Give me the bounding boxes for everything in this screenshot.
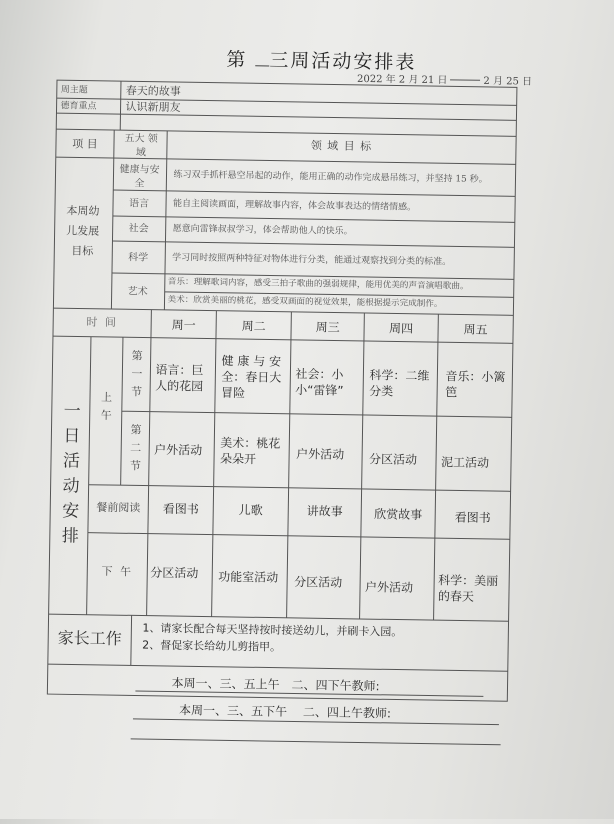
period1-mon: 语言：巨人的花园: [155, 362, 204, 394]
day-thu: 周四: [389, 321, 414, 336]
goal-domain-social: 社会: [128, 223, 149, 235]
period1-fri: 音乐：小篱笆: [445, 369, 506, 400]
goal-text-social: 愿意向雷锋叔叔学习，体会帮助他人的快乐。: [172, 223, 353, 237]
period2-mon: 户外活动: [154, 442, 203, 458]
day-tue: 周二: [241, 319, 266, 334]
day-mon: 周一: [171, 317, 196, 333]
goal-text-language: 能自主阅读画面，理解故事内容，体会故事表达的情绪情感。: [172, 198, 417, 213]
morning-label: 上午: [100, 390, 113, 423]
reading-label: 餐前阅读: [96, 500, 141, 515]
afternoon-label: 下 午: [101, 564, 134, 579]
header-domain: 五大 领 域: [124, 133, 158, 159]
period2-thu: 分区活动: [368, 452, 418, 467]
reading-tue: 儿歌: [238, 503, 263, 518]
goal-text-art-fineart: 美术：欣赏美丽的桃花，感受双画面的视觉效果，能根据提示完成制作。: [167, 294, 443, 310]
period1-thu: 科学：二维分类: [369, 368, 430, 399]
day-fri: 周五: [463, 322, 488, 337]
period1-wed: 社会：小小“雷锋”: [295, 366, 344, 398]
theme-label: 周主题: [60, 85, 88, 96]
goal-domain-art: 艺术: [127, 286, 148, 298]
theme-value: 春天的故事: [125, 84, 181, 99]
day-wed: 周三: [315, 320, 340, 335]
period2-label: 第二节: [129, 423, 142, 473]
afternoon-fri: 科学：美丽的春天: [437, 573, 499, 604]
goal-text-science: 学习同时按照两种特征对物体进行分类，能通过观察找到分类的标准。: [172, 252, 452, 268]
reading-fri: 看图书: [454, 510, 491, 526]
period1-tue: 健 康 与 安全：春日大冒险: [220, 353, 282, 401]
period1-label: 第一节: [131, 349, 143, 399]
goal-domain-health: 健康与安全: [119, 164, 160, 190]
week-goal-label: 本周幼儿发展目标: [66, 204, 100, 258]
afternoon-thu: 户外活动: [364, 580, 414, 595]
title-week: 三: [269, 49, 291, 72]
period2-wed: 户外活动: [296, 446, 345, 462]
reading-thu: 欣赏故事: [374, 507, 423, 522]
goal-text-health: 练习双手抓杆悬空吊起的动作，能用正确的动作完成悬吊练习，并坚持 15 秒。: [173, 169, 488, 185]
title-prefix: 第: [226, 48, 248, 72]
focus-value: 认识新朋友: [125, 100, 181, 115]
schedule-label: 一日活动安排: [57, 401, 80, 552]
parent-item-1: 1、请家长配合每天坚持按时接送幼儿，并刷卡入园。: [142, 621, 403, 639]
header-goal: 领 域 目 标: [310, 139, 373, 154]
focus-label: 德育重点: [60, 101, 97, 112]
teacher-line-2: 本周一、三、五下午 二、四上午教师:: [179, 703, 392, 721]
date-end: 2 月 25 日: [483, 75, 533, 88]
title-suffix: 周活动安排表: [290, 49, 417, 74]
time-label: 时 间: [86, 315, 119, 330]
goal-domain-language: 语言: [128, 198, 150, 210]
afternoon-tue: 功能室活动: [218, 569, 279, 585]
parent-work-label: 家长工作: [57, 628, 122, 649]
period2-fri: 泥工活动: [440, 455, 490, 470]
reading-wed: 讲故事: [306, 504, 343, 519]
reading-mon: 看图书: [162, 501, 199, 517]
goal-domain-science: 科学: [128, 252, 149, 264]
parent-item-2: 2、督促家长给幼儿剪指甲。: [142, 638, 282, 654]
goal-text-art-music: 音乐：理解歌词内容，感受三拍子歌曲的强弱规律，能用优美的声音演唱歌曲。: [167, 276, 469, 292]
afternoon-wed: 分区活动: [294, 574, 343, 590]
teacher-line-1: 本周一、三、五上午 二、四下午教师:: [171, 676, 380, 694]
period2-tue: 美术：桃花朵朵开: [219, 435, 281, 467]
afternoon-mon: 分区活动: [150, 565, 199, 581]
header-item: 项 目: [72, 137, 98, 151]
date-start: 2022 年 2 月 21 日: [356, 73, 448, 87]
